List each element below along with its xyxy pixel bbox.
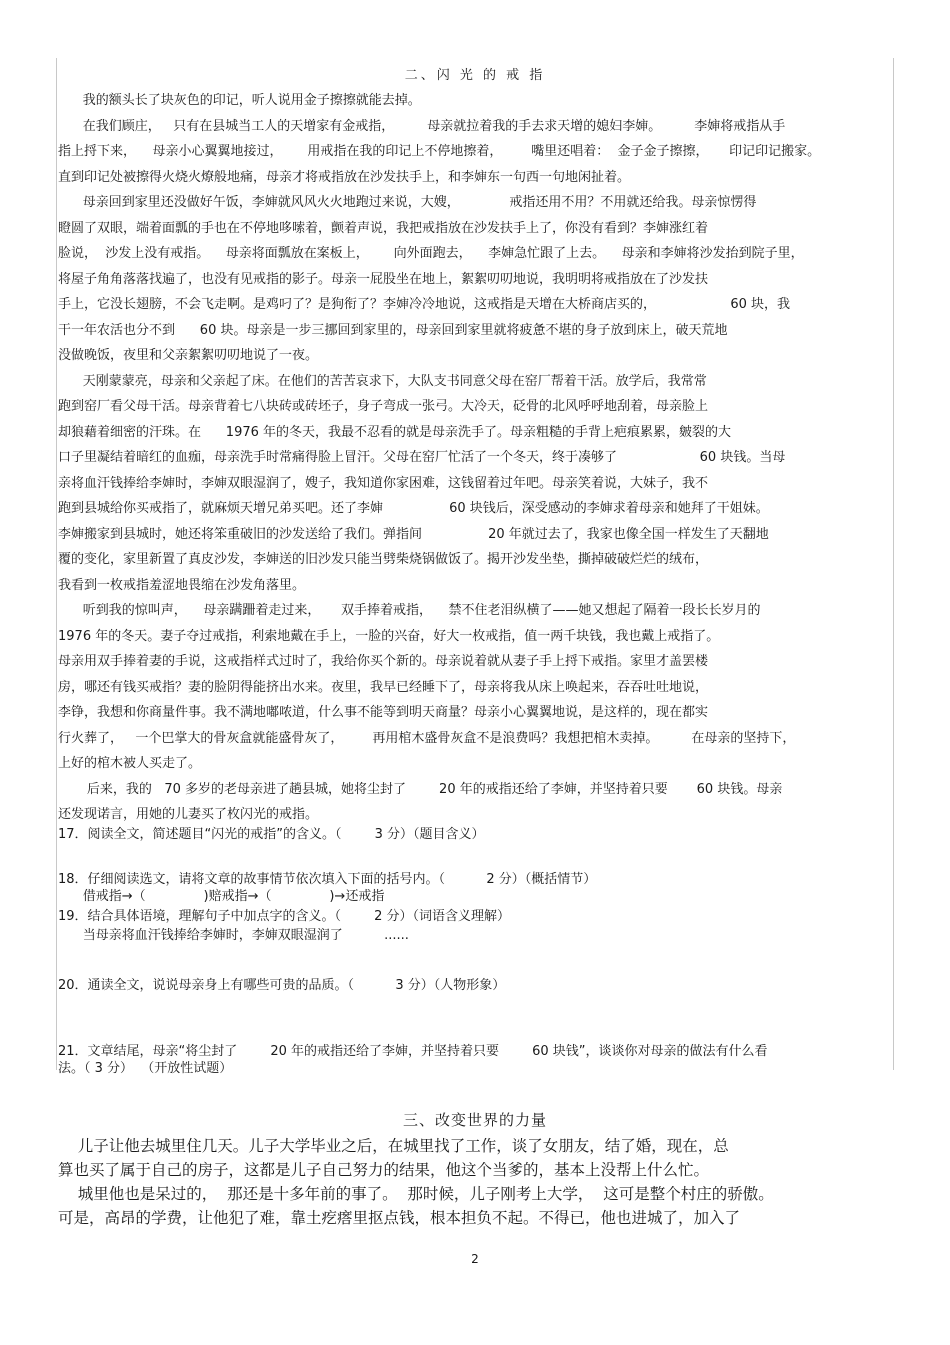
- paragraph-line: 瞪圆了双眼，端着面瓢的手也在不停地哆嗦着，颤着声说，我把戒指放在沙发扶手上了，你没有看到？李婶涨红着: [58, 220, 709, 236]
- page-number: 2: [471, 1252, 479, 1266]
- paragraph-line: 天刚蒙蒙亮，母亲和父亲起了床。在他们的苦苦哀求下，大队支书同意父母在窑厂帮着干活。放学后，我常常: [58, 373, 707, 389]
- section-2-body: [58, 88, 892, 828]
- question-19: 19．结合具体语境，理解句子中加点字的含义。（ 2 分）（词语含义理解）: [58, 909, 511, 924]
- section-2-passage: [58, 64, 892, 828]
- paragraph-line: 李婶搬家到县城时，她还将笨重破旧的沙发送给了我们。弹指间 20 年就过去了，我家也像全国一样发生了天翻地: [58, 526, 769, 542]
- question-17: 17．阅读全文，简述题目“闪光的戒指”的含义。（ 3 分）（题目含义）: [58, 827, 485, 842]
- paragraph-line: 跑到县城给你买戒指了，就麻烦天增兄弟买吧。还了李婶 60 块钱后，深受感动的李婶求着母亲和她拜了干姐妹。: [58, 501, 769, 516]
- paragraph-line: 脸说， 沙发上没有戒指。 母亲将面瓢放在案板上， 向外面跑去， 李婶急忙跟了上去。 母亲和李婶将沙发抬到院子里，: [58, 246, 804, 261]
- paragraph-line: 将屋子角角落落找遍了，也没有见戒指的影子。母亲一屁股坐在地上，絮絮叨叨地说，我明明将戒指放在了沙发扶: [58, 271, 709, 287]
- paragraph-line: 我的额头长了块灰色的印记，听人说用金子擦擦就能去掉。: [58, 93, 421, 108]
- paragraph-line: 手上，它没长翅膀，不会飞走啊。是鸡叼了？是狗衔了？李婶冷冷地说，这戒指是天增在大桥商店买的， 60 块，我: [58, 297, 791, 312]
- paragraph-line: 1976 年的冬天。妻子夺过戒指，利索地戴在手上，一脸的兴奋，好大一枚戒指，值一两千块钱，我也戴上戒指了。: [58, 628, 720, 644]
- section-3-title: 三、改变世界的力量: [402, 1111, 547, 1129]
- question-21-line-2: 法。（ 3 分） （开放性试题）: [58, 1061, 233, 1076]
- paragraph-line: 没做晚饭，夜里和父亲絮絮叨叨地说了一夜。: [58, 348, 319, 363]
- paragraph-line: 算也买了属于自己的房子，这都是儿子自己努力的结果，他这个当爹的，基本上没帮上什么忙。: [58, 1161, 710, 1179]
- paragraph-line: 城里他也是呆过的， 那还是十多年前的事了。 那时候，儿子刚考上大学， 这可是整个村庄的骄傲。: [58, 1185, 774, 1203]
- paragraph-line: 行火葬了， 一个巴掌大的骨灰盒就能盛骨灰了， 再用棺木盛骨灰盒不是浪费吗？我想把棺木卖掉。 在母亲的坚持下，: [58, 730, 796, 746]
- paragraph-line: 指上捋下来， 母亲小心翼翼地接过， 用戒指在我的印记上不停地擦着， 嘴里还唱着： 金子金子擦擦， 印记印记搬家。: [58, 144, 821, 159]
- right-margin-rule: [893, 58, 894, 1070]
- paragraph-line: 房，哪还有钱买戒指？妻的脸阴得能挤出水来。夜里，我早已经睡下了，母亲将我从床上唤起来，吞吞吐吐地说，: [58, 679, 709, 695]
- section-2-title: 二、闪 光 的 戒 指: [404, 68, 546, 83]
- paragraph-line: 母亲回到家里还没做好午饭，李婶就风风火火地跑过来说，大嫂， 戒指还用不用？不用就还给我。母亲惊愣得: [58, 195, 757, 210]
- paragraph-line: 覆的变化，家里新置了真皮沙发，李婶送的旧沙发只能当劈柴烧锅做饭了。揭开沙发坐垫，撕掉破破烂烂的绒布，: [58, 552, 709, 567]
- section-3-passage: [58, 1106, 892, 1230]
- question-20: 20．通读全文，说说母亲身上有哪些可贵的品质。（ 3 分）（人物形象）: [58, 978, 506, 993]
- paragraph-line: 却狼藉着细密的汗珠。在 1976 年的冬天，我最不忍看的就是母亲洗手了。母亲粗糙的手背上疤痕累累，皴裂的大: [58, 424, 732, 440]
- paragraph-line: 口子里凝结着暗红的血痂，母亲洗手时常痛得脸上冒汗。父母在窑厂忙活了一个冬天，终于凑够了 60 块钱。当母: [58, 450, 786, 465]
- paragraph-line: 李铮，我想和你商量件事。我不满地嘟哝道，什么事不能等到明天商量？母亲小心翼翼地说，是这样的，现在都实: [58, 705, 709, 720]
- paragraph-line: 我看到一枚戒指羞涩地畏缩在沙发角落里。: [58, 577, 306, 593]
- question-19-sentence: 当母亲将血汗钱捧给李婶时，李婶双眼湿润了 ......: [58, 928, 409, 943]
- paragraph-line: 在我们顾庄， 只有在县城当工人的天增家有金戒指， 母亲就拉着我的手去求天增的媳妇李婶。 李婶将戒指从手: [58, 118, 786, 134]
- paragraph-line: 干一年农活也分不到 60 块。母亲是一步三挪回到家里的，母亲回到家里就将疲惫不堪的身子放到床上，破天荒地: [58, 322, 728, 338]
- paragraph-line: 亲将血汗钱捧给李婶时，李婶双眼湿润了，嫂子，我知道你家困难，这钱留着过年吧。母亲笑着说，大妹子，我不: [58, 475, 709, 491]
- paragraph-line: 后来，我的 70 多岁的老母亲进了趟县城，她将尘封了 20 年的戒指还给了李婶，并坚持着只要 60 块钱。母亲: [58, 781, 783, 797]
- paragraph-line: 儿子让他去城里住几天。儿子大学毕业之后，在城里找了工作，谈了女朋友，结了婚，现在，总: [58, 1137, 729, 1155]
- paragraph-line: 听到我的惊叫声， 母亲蹒跚着走过来， 双手捧着戒指， 禁不住老泪纵横了——她又想起了隔着一段长长岁月的: [58, 603, 761, 618]
- paragraph-line: 还发现诺言，用她的儿妻买了枚闪光的戒指。: [58, 807, 319, 822]
- question-18: 18．仔细阅读选文，请将文章的故事情节依次填入下面的括号内。（ 2 分）（概括情节）: [58, 872, 597, 887]
- paragraph-line: 跑到窑厂看父母干活。母亲背着七八块砖或砖坯子，身子弯成一张弓。大冷天，砭骨的北风呼呼地刮着，母亲脸上: [58, 399, 709, 414]
- paragraph-line: 可是，高昂的学费，让他犯了难，靠土疙瘩里抠点钱，根本担负不起。不得已，他也进城了，加入了: [58, 1209, 741, 1227]
- paragraph-line: 直到印记处被擦得火烧火燎般地痛，母亲才将戒指放在沙发扶手上，和李婶东一句西一句地闲扯着。: [58, 169, 631, 185]
- paragraph-line: 母亲用双手捧着妻的手说，这戒指样式过时了，我给你买个新的。母亲说着就从妻子手上捋下戒指。家里才盖罢楼: [58, 654, 709, 669]
- section-3-body: [58, 1134, 892, 1230]
- paragraph-line: 上好的棺木被人买走了。: [58, 756, 202, 771]
- left-margin-rule: [56, 58, 57, 1070]
- question-21-line-1: 21．文章结尾，母亲“将尘封了 20 年的戒指还给了李婶，并坚持着只要 60 块钱”，谈谈你对母亲的做法有什么看: [58, 1044, 768, 1059]
- question-18-plot-chain: 借戒指→（ )赔戒指→（ )→还戒指: [58, 889, 385, 904]
